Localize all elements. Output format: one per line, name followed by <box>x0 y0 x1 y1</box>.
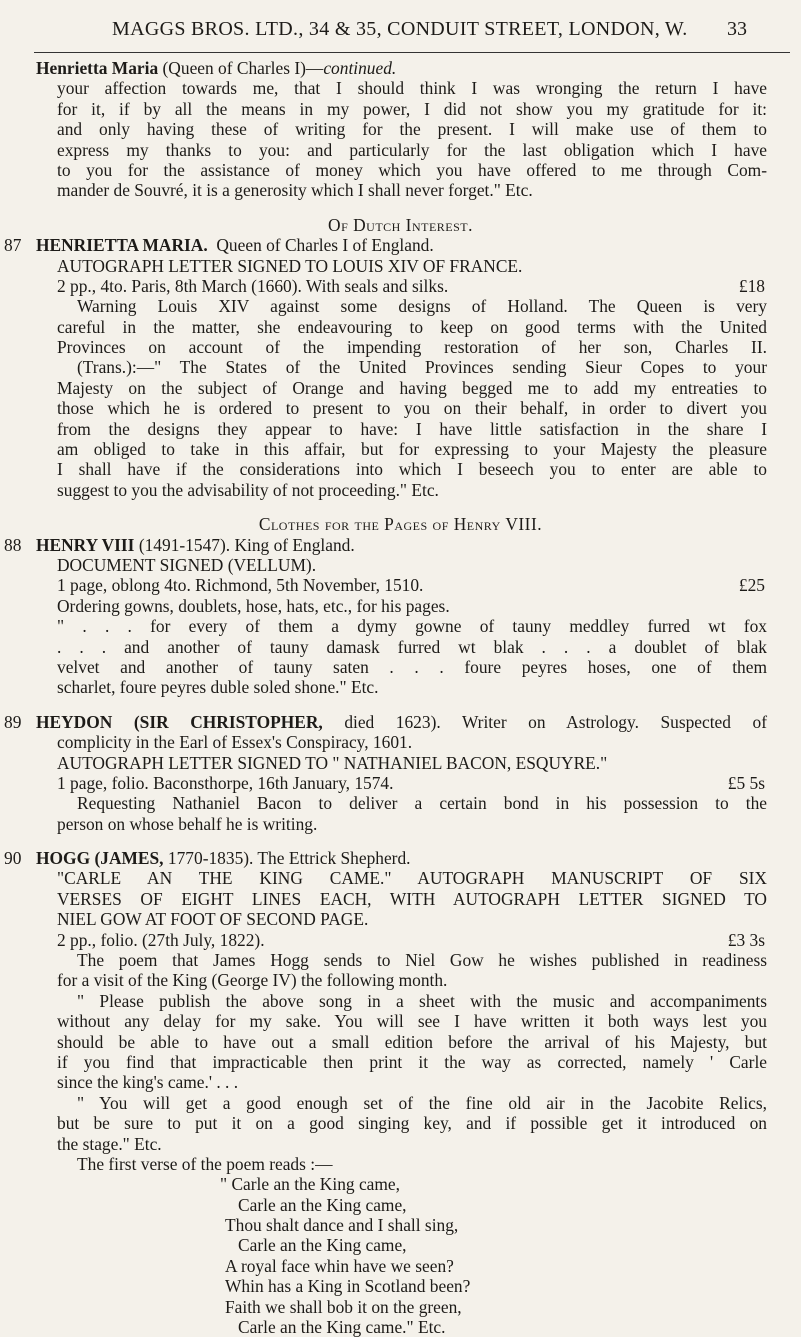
item-name: HOGG (JAMES, <box>36 848 164 869</box>
details-text: 2 pp., 4to. Paris, 8th March (1660). With seals and silks. <box>57 275 449 296</box>
item-desc: (1491-1547). King of England. <box>138 534 355 555</box>
text-line: mander de Souvré, it is a generosity which I shall never forget." Etc. <box>57 180 533 201</box>
section-heading: Of Dutch Interest. <box>328 214 473 235</box>
text-line: your affection towards me, that I should think I was wronging the return I have <box>57 78 767 99</box>
item-details <box>57 773 801 793</box>
verse-line: Whin has a King in Scotland been? <box>225 1276 471 1297</box>
item-desc-continued: complicity in the Earl of Essex's Conspiracy, 1601. <box>57 732 413 753</box>
item-number: 88 <box>4 534 22 555</box>
quote-line: the stage." Etc. <box>57 1133 162 1154</box>
intro-heading <box>0 58 801 78</box>
verse-line: Carle an the King came, <box>238 1194 407 1215</box>
intro-heading-name: Henrietta Maria <box>36 58 159 78</box>
details-text: 1 page, folio. Baconsthorpe, 16th January, 1574. <box>57 772 394 793</box>
text-line: velvet and another of tauny saten . . . foure peyres hoses, one of them <box>57 656 767 677</box>
text-line: suggest to you the advisability of not proceeding." Etc. <box>57 479 439 500</box>
item-heading <box>0 535 801 555</box>
item-number: 87 <box>4 235 22 256</box>
header-title: MAGGS BROS. LTD., 34 & 35, CONDUIT STREET, LONDON, W. <box>112 18 688 40</box>
text-line: for a visit of the King (George IV) the following month. <box>57 970 448 991</box>
quote-line: but be sure to put it on a good singing key, and if possible get it introduced on <box>57 1113 767 1134</box>
text-line: I shall have if the considerations into which I beseech you to enter are able to <box>57 459 767 480</box>
page-number: 33 <box>727 18 747 40</box>
text-line: " . . . for every of them a dymy gowne of tauny meddley furred wt fox <box>57 616 767 637</box>
verse-line: Carle an the King came." Etc. <box>238 1317 446 1337</box>
item-number: 89 <box>4 711 22 732</box>
quote-line: " You will get a good enough set of the fine old air in the Jacobite Relics, <box>77 1092 767 1113</box>
intro-continued: continued. <box>323 58 397 78</box>
item-subtitle: NIEL GOW AT FOOT OF SECOND PAGE. <box>57 909 369 930</box>
item-details <box>57 930 801 950</box>
text-line: The poem that James Hogg sends to Niel Gow he wishes published in readiness <box>77 950 767 971</box>
text-line: from the designs they appear to have: I have little satisfaction in the share I <box>57 418 767 439</box>
section-heading: Clothes for the Pages of Henry VIII. <box>258 514 543 535</box>
text-line: Ordering gowns, doublets, hose, hats, etc., for his pages. <box>57 595 450 616</box>
verse-line: Faith we shall bob it on the green, <box>225 1296 462 1317</box>
text-line: (Trans.):—" The States of the United Provinces sending Sieur Copes to your <box>77 357 767 378</box>
item-heading <box>0 235 801 255</box>
verse-line: " Carle an the King came, <box>220 1174 400 1195</box>
quote-line: without any delay for my sake. You will see I have written it both ways lest you <box>57 1011 767 1032</box>
text-line: scharlet, foure peyres duble soled shone." Etc. <box>57 677 379 698</box>
text-line: to you for the assistance of money which you have offered to me through Com- <box>57 159 767 180</box>
item-heading <box>0 848 801 868</box>
item-subtitle: AUTOGRAPH LETTER SIGNED TO LOUIS XIV OF FRANCE. <box>57 255 523 276</box>
page-header <box>0 18 801 46</box>
text-line: express my thanks to you: and particularly for the last obligation which I have <box>57 139 767 160</box>
verse-line: Carle an the King came, <box>238 1235 407 1256</box>
details-text: 2 pp., folio. (27th July, 1822). <box>57 929 265 950</box>
item-subtitle: "CARLE AN THE KING CAME." AUTOGRAPH MANUSCRIPT OF SIX <box>57 868 767 889</box>
verse-line: Thou shalt dance and I shall sing, <box>225 1215 459 1236</box>
text-line: Requesting Nathaniel Bacon to deliver a certain bond in his possession to the <box>77 793 767 814</box>
item-price: £18 <box>738 275 765 296</box>
text-line: Majesty on the subject of Orange and having begged me to add my entreaties to <box>57 377 767 398</box>
item-desc: 1770-1835). The Ettrick Shepherd. <box>167 848 411 869</box>
quote-line: if you find that impracticable then print it the way as corrected, namely ' Carle <box>57 1051 767 1072</box>
item-desc: Queen of Charles I of England. <box>216 235 434 256</box>
item-details <box>57 575 801 595</box>
item-subtitle: DOCUMENT SIGNED (VELLUM). <box>57 554 317 575</box>
text-line: Provinces on account of the impending restoration of her son, Charles II. <box>57 337 767 358</box>
item-price: £3 3s <box>727 929 765 950</box>
text-line: for it, if by all the means in my power, I did not show you my gratitude for it: <box>57 98 767 119</box>
quote-line: should be able to have out a small edition before the arrival of his Majesty, but <box>57 1031 767 1052</box>
verse-line: A royal face whin have we seen? <box>225 1255 454 1276</box>
header-rule <box>34 52 790 53</box>
intro-heading-rest: (Queen of Charles I)— <box>158 58 324 78</box>
item-price: £25 <box>738 575 765 596</box>
text-line: those which he is ordered to present to you on their behalf, in order to divert you <box>57 398 767 419</box>
text-line: person on whose behalf he is writing. <box>57 813 318 834</box>
item-name: HEYDON (SIR CHRISTOPHER, <box>36 711 323 732</box>
text-line: and only having these of writing for the present. I will make use of them to <box>57 119 767 140</box>
item-price: £5 5s <box>727 772 765 793</box>
item-subtitle: VERSES OF EIGHT LINES EACH, WITH AUTOGRAPH LETTER SIGNED TO <box>57 888 767 909</box>
item-subtitle: AUTOGRAPH LETTER SIGNED TO " NATHANIEL BACON, ESQUYRE." <box>57 752 608 773</box>
text-line: . . . and another of tauny damask furred wt blak . . . a doublet of blak <box>57 636 767 657</box>
text-line: Warning Louis XIV against some designs of Holland. The Queen is very <box>77 296 767 317</box>
item-name: HENRIETTA MARIA. <box>36 235 208 256</box>
item-details <box>57 276 801 296</box>
verse-intro: The first verse of the poem reads :— <box>77 1153 333 1174</box>
item-name: HENRY VIII <box>36 534 135 555</box>
item-number: 90 <box>4 848 22 869</box>
catalogue-content <box>0 58 801 1337</box>
text-line: am obliged to take in this affair, but for expressing to your Majesty the pleasure <box>57 439 767 460</box>
quote-line: " Please publish the above song in a sheet with the music and accompaniments <box>77 990 767 1011</box>
details-text: 1 page, oblong 4to. Richmond, 5th November, 1510. <box>57 575 424 596</box>
quote-line: since the king's came.' . . . <box>57 1072 239 1093</box>
item-heading <box>0 712 767 732</box>
text-line: careful in the matter, she endeavouring to keep on good terms with the United <box>57 316 767 337</box>
item-desc: died 1623). Writer on Astrology. Suspected of <box>344 711 767 732</box>
